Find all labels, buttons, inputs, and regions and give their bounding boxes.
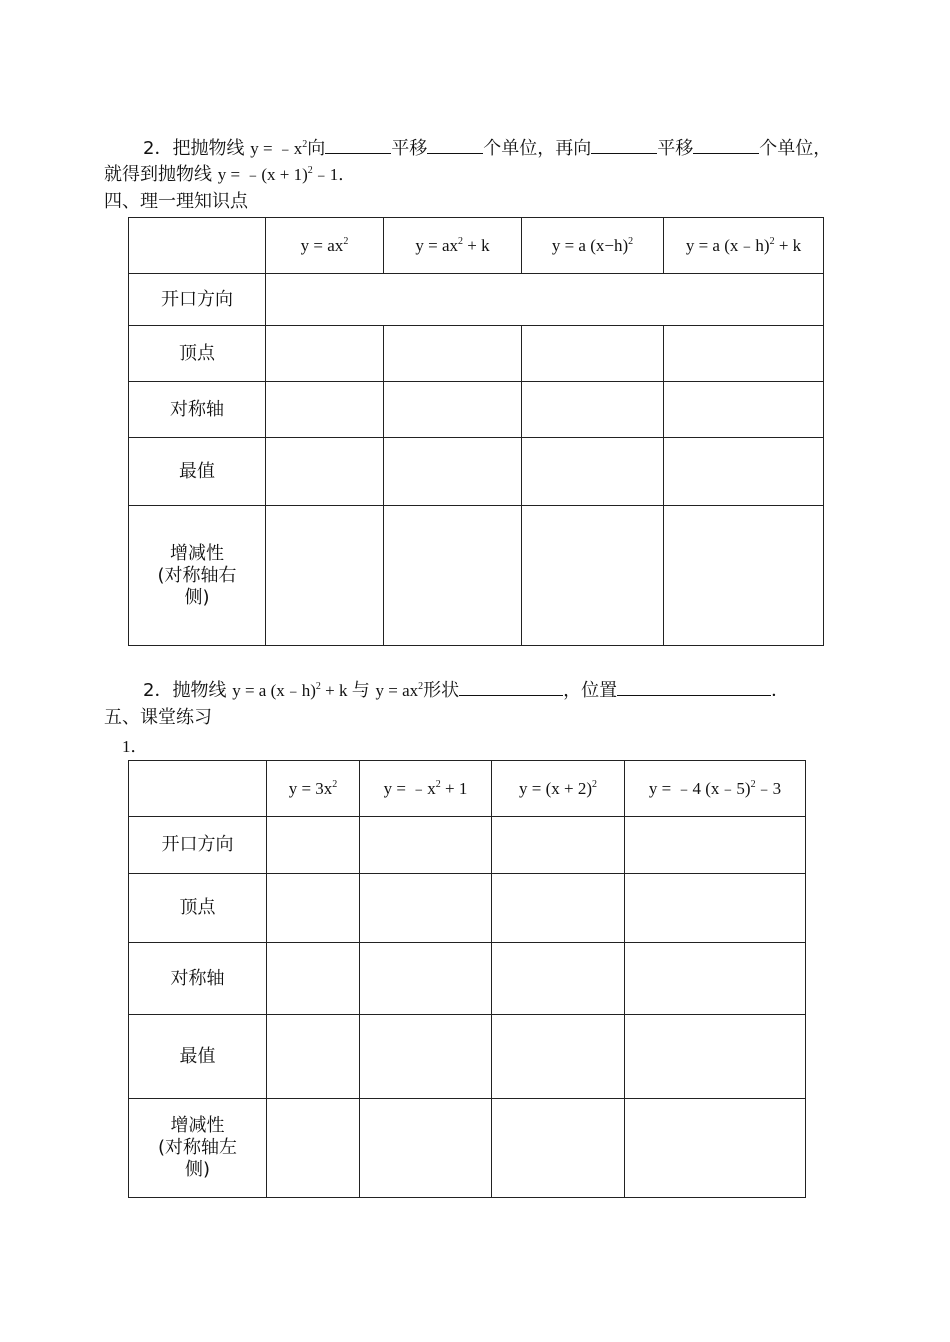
header-formula-4: y = a (x﹣h)$^2$ + k: [664, 218, 824, 274]
table-row: [129, 438, 824, 506]
answer-cell[interactable]: [267, 817, 360, 874]
table-row: [129, 943, 806, 1015]
answer-cell[interactable]: [360, 874, 492, 943]
answer-cell[interactable]: [384, 326, 522, 382]
table-row: [129, 274, 824, 326]
answer-cell[interactable]: [664, 382, 824, 438]
answer-cell[interactable]: [625, 943, 806, 1015]
table-row: [129, 1015, 806, 1099]
table-row: [129, 506, 824, 646]
answer-cell[interactable]: [360, 817, 492, 874]
answer-cell[interactable]: [522, 382, 664, 438]
formula-target-parabola: y = ﹣(x + 1)$^2$﹣1．: [217, 165, 356, 184]
answer-cell[interactable]: [492, 874, 625, 943]
question-2-line1: 2．把抛物线 $y = ﹣x^2$向 平移 个单位，再向 平移 个单位，: [143, 138, 832, 159]
answer-cell[interactable]: [267, 1015, 360, 1099]
answer-cell[interactable]: [267, 943, 360, 1015]
header-formula-3: y = a $(x-h)^2$: [522, 218, 664, 274]
header-formula-1: $y = 3x^2$: [267, 761, 360, 817]
row-label-axis: 对称轴: [129, 943, 267, 1015]
row-label-monotonicity: 增减性 (对称轴右 侧): [129, 506, 266, 646]
answer-cell[interactable]: [625, 817, 806, 874]
question-2-line2: 就得到抛物线 y = ﹣(x + 1)$^2$﹣1．: [104, 164, 356, 185]
knowledge-table: [128, 217, 824, 646]
section-5-title: 五、课堂练习: [104, 707, 212, 728]
table-corner-cell: [129, 761, 267, 817]
answer-cell[interactable]: [266, 274, 824, 326]
answer-cell[interactable]: [267, 1099, 360, 1198]
answer-cell[interactable]: [384, 506, 522, 646]
row-label-extremum: 最值: [129, 1015, 267, 1099]
header-formula-2: $y = ﹣x^2 + 1$: [360, 761, 492, 817]
answer-cell[interactable]: [625, 874, 806, 943]
answer-blank-units-2[interactable]: [693, 136, 759, 154]
answer-cell[interactable]: [360, 1015, 492, 1099]
answer-cell[interactable]: [522, 438, 664, 506]
answer-cell[interactable]: [266, 326, 384, 382]
formula-ax2: $y = ax^2$: [375, 681, 424, 700]
answer-cell[interactable]: [492, 1099, 625, 1198]
section-4-title: 四、理一理知识点: [104, 191, 248, 212]
table-row: [129, 382, 824, 438]
question-2b-line: 2．抛物线 y = a (x﹣h)$^2$ + k 与 $y = ax^2$形状 ，位置 ．: [143, 680, 790, 701]
row-label-monotonicity: 增减性 (对称轴左 侧): [129, 1099, 267, 1198]
row-label-opening-direction: 开口方向: [129, 274, 266, 326]
answer-cell[interactable]: [625, 1099, 806, 1198]
answer-cell[interactable]: [664, 506, 824, 646]
exercise-number: 1．: [122, 737, 148, 756]
row-label-vertex: 顶点: [129, 326, 266, 382]
answer-cell[interactable]: [266, 438, 384, 506]
exercise-table: [128, 760, 806, 1198]
formula-vertex-form: y = a (x﹣h)$^2$ + k: [232, 681, 352, 700]
table-row: [129, 1099, 806, 1198]
answer-blank-direction-2[interactable]: [591, 136, 657, 154]
table-row: [129, 817, 806, 874]
answer-blank-position[interactable]: [617, 678, 771, 696]
row-label-extremum: 最值: [129, 438, 266, 506]
answer-cell[interactable]: [664, 438, 824, 506]
answer-blank-direction-1[interactable]: [325, 136, 391, 154]
answer-blank-units-1[interactable]: [427, 136, 483, 154]
formula-y-neg-x2: $y = ﹣x^2$: [250, 139, 308, 158]
answer-cell[interactable]: [492, 1015, 625, 1099]
answer-cell[interactable]: [384, 382, 522, 438]
table-header-row: [129, 218, 824, 274]
answer-cell[interactable]: [360, 943, 492, 1015]
answer-blank-shape[interactable]: [459, 678, 563, 696]
answer-cell[interactable]: [522, 326, 664, 382]
table-row: [129, 326, 824, 382]
header-formula-1: $y = ax^2$: [266, 218, 384, 274]
row-label-opening-direction: 开口方向: [129, 817, 267, 874]
table-header-row: [129, 761, 806, 817]
answer-cell[interactable]: [360, 1099, 492, 1198]
question-number: 2．把抛物线: [143, 138, 251, 159]
answer-cell[interactable]: [625, 1015, 806, 1099]
answer-cell[interactable]: [266, 506, 384, 646]
row-label-vertex: 顶点: [129, 874, 267, 943]
header-formula-4: y = ﹣4 (x﹣5)$^2$﹣3: [625, 761, 806, 817]
table-corner-cell: [129, 218, 266, 274]
answer-cell[interactable]: [266, 382, 384, 438]
answer-cell[interactable]: [664, 326, 824, 382]
answer-cell[interactable]: [492, 817, 625, 874]
table-row: [129, 874, 806, 943]
answer-cell[interactable]: [384, 438, 522, 506]
answer-cell[interactable]: [492, 943, 625, 1015]
header-formula-3: $y = (x + 2)^2$: [492, 761, 625, 817]
answer-cell[interactable]: [267, 874, 360, 943]
row-label-axis: 对称轴: [129, 382, 266, 438]
header-formula-2: $y = ax^2 + k$: [384, 218, 522, 274]
answer-cell[interactable]: [522, 506, 664, 646]
